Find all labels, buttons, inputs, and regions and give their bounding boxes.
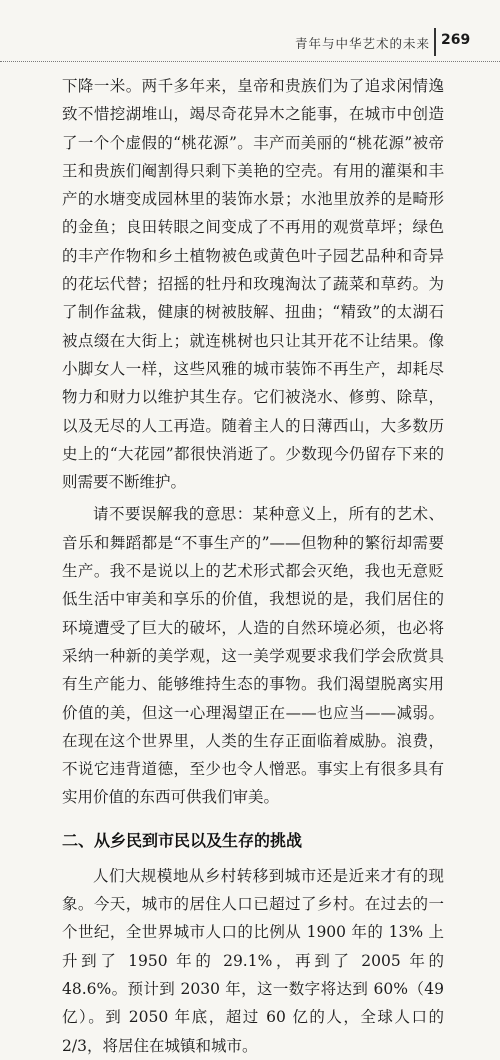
page-body [62,72,444,1060]
body-paragraph-2: 请不要误解我的意思：某种意义上，所有的艺术、音乐和舞蹈都是“不事生产的”——但物种的繁衍却需要生产。我不是说以上的艺术形式都会灭绝，我也无意贬低生活中审美和享乐的价值，我想说的是，我们居住的环境遭受了巨大的破坏，人造的自然环境必须，也必将采纳一种新的美学观，这一美学观要求我们学会欣赏具有生产能力、能够维持生态的事物。我们渴望脱离实用价值的美，但这一心理渴望正在——也应当——减弱。在现在这个世界里，人类的生存正面临着威胁。浪费，不说它违背道德，至少也令人憎恶。事实上有很多具有实用价值的东西可供我们审美。 [62,505,444,807]
running-header-title: 青年与中华艺术的未来 [294,36,430,51]
header-rule [0,61,500,62]
section-heading: 二、从乡民到市民以及生存的挑战 [62,830,303,850]
header-divider [434,28,436,56]
body-paragraph-1: 下降一米。两千多年来，皇帝和贵族们为了追求闲情逸致不惜挖湖堆山，竭尽奇花异木之能事，在城市中创造了一个个虚假的“桃花源”。丰产而美丽的“桃花源”被帝王和贵族们阉割得只剩下美艳的空壳。有用的灌渠和丰产的水塘变成园林里的装饰水景；水池里放养的是畸形的金鱼；良田转眼之间变成了不再用的观赏草坪；绿色的丰产作物和乡土植物被色或黄色叶子园艺品种和奇异的花坛代替；招摇的牡丹和玫瑰淘汰了蔬菜和草药。为了制作盆栽，健康的树被肢解、扭曲；“精致”的太湖石被点缀在大街上；就连桃树也只让其开花不让结果。像小脚女人一样，这些风雅的城市装饰不再生产，却耗尽物力和财力以维护其生存。它们被浇水、修剪、除草，以及无尽的人工再造。随着主人的日薄西山，大多数历史上的“大花园”都很快消逝了。少数现今仍留存下来的则需要不断维护。 [62,77,444,492]
body-paragraph-3: 人们大规模地从乡村转移到城市还是近来才有的现象。今天，城市的居住人口已超过了乡村。在过去的一个世纪，全世界城市人口的比例从 1900 年的 13% 上升到了 1950 年的 29.1%，再到了 2005 年的 48.6%。预计到 2030 年，这一数字将达到 60%（49 亿）。到 2050 年底，超过 60 亿的人，全球人口的 2/3，将居住在城镇和城市。 [62,866,444,1055]
page-number: 269 [441,32,471,48]
running-header [0,26,500,62]
